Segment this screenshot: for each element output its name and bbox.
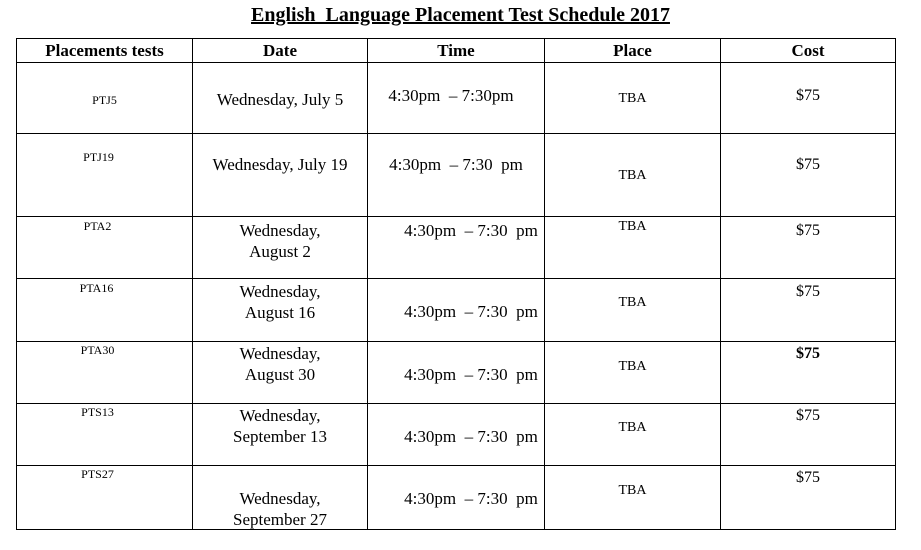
time-cell — [368, 134, 545, 217]
place-cell — [545, 279, 721, 341]
time-cell — [368, 279, 545, 341]
test-code-cell — [17, 134, 193, 217]
test-time: 4:30pm – 7:30 pm — [404, 302, 538, 322]
test-place: TBA — [618, 358, 647, 374]
date-cell — [193, 216, 368, 278]
test-cost: $75 — [796, 283, 820, 301]
test-time: 4:30pm – 7:30 pm — [404, 364, 538, 384]
date-cell — [193, 341, 368, 403]
header-place: Place — [545, 39, 721, 63]
test-cost: $75 — [796, 344, 820, 362]
test-time: 4:30pm – 7:30 pm — [404, 220, 538, 240]
place-cell — [545, 134, 721, 217]
place-cell — [545, 341, 721, 403]
date-cell — [193, 63, 368, 134]
cost-cell — [721, 404, 896, 465]
time-cell — [368, 341, 545, 403]
test-cost: $75 — [796, 468, 820, 486]
cost-cell — [721, 134, 896, 217]
date-cell — [193, 134, 368, 217]
header-placements-tests: Placements tests — [17, 39, 193, 63]
place-cell — [545, 404, 721, 465]
test-cost: $75 — [796, 156, 820, 174]
test-cost: $75 — [796, 407, 820, 425]
test-place: TBA — [618, 482, 647, 498]
time-cell — [368, 63, 545, 134]
test-code: PTS13 — [81, 405, 114, 420]
table-row — [17, 134, 896, 217]
place-cell — [545, 63, 721, 134]
table-row — [17, 216, 896, 278]
test-time: 4:30pm – 7:30 pm — [404, 488, 538, 508]
test-date: Wednesday, August 30 — [239, 343, 321, 384]
test-time: 4:30pm – 7:30pm — [388, 86, 514, 105]
test-code-cell — [17, 279, 193, 341]
time-cell — [368, 404, 545, 465]
cost-cell — [721, 63, 896, 134]
test-date: Wednesday, September 13 — [233, 406, 327, 447]
cost-cell — [721, 216, 896, 278]
test-code-cell — [17, 216, 193, 278]
table-row — [17, 279, 896, 341]
schedule-table — [16, 38, 896, 530]
test-date: Wednesday, July 5 — [216, 90, 344, 109]
test-time: 4:30pm – 7:30 pm — [404, 427, 538, 447]
date-cell — [193, 465, 368, 529]
time-cell — [368, 216, 545, 278]
test-code: PTA16 — [79, 281, 114, 296]
header-time: Time — [368, 39, 545, 63]
test-code: PTA2 — [83, 218, 112, 233]
test-place: TBA — [618, 91, 647, 106]
test-code-cell — [17, 63, 193, 134]
header-cost: Cost — [721, 39, 896, 63]
place-cell — [545, 216, 721, 278]
cost-cell — [721, 465, 896, 529]
test-date: Wednesday, September 27 — [233, 488, 327, 529]
date-cell — [193, 404, 368, 465]
test-code-cell — [17, 341, 193, 403]
test-place: TBA — [618, 295, 647, 311]
header-row — [17, 39, 896, 63]
cost-cell — [721, 341, 896, 403]
test-cost: $75 — [796, 221, 820, 239]
table-row — [17, 341, 896, 403]
test-code: PTS27 — [81, 466, 114, 481]
header-date: Date — [193, 39, 368, 63]
test-place: TBA — [618, 218, 647, 234]
table-row — [17, 465, 896, 529]
test-code-cell — [17, 404, 193, 465]
test-date: Wednesday, July 19 — [212, 155, 348, 175]
place-cell — [545, 465, 721, 529]
test-time: 4:30pm – 7:30 pm — [389, 155, 523, 175]
test-place: TBA — [618, 420, 647, 436]
cost-cell — [721, 279, 896, 341]
test-code-cell — [17, 465, 193, 529]
table-row — [17, 404, 896, 465]
test-place: TBA — [618, 168, 647, 184]
time-cell — [368, 465, 545, 529]
test-code: PTJ5 — [92, 93, 117, 107]
table-row — [17, 63, 896, 134]
page-title: English Language Placement Test Schedule 2017 — [251, 4, 670, 26]
test-date: Wednesday, August 16 — [239, 282, 321, 323]
test-code: PTJ19 — [83, 150, 114, 165]
test-date: Wednesday, August 2 — [239, 220, 321, 261]
date-cell — [193, 279, 368, 341]
test-cost: $75 — [796, 87, 820, 104]
test-code: PTA30 — [80, 342, 115, 357]
